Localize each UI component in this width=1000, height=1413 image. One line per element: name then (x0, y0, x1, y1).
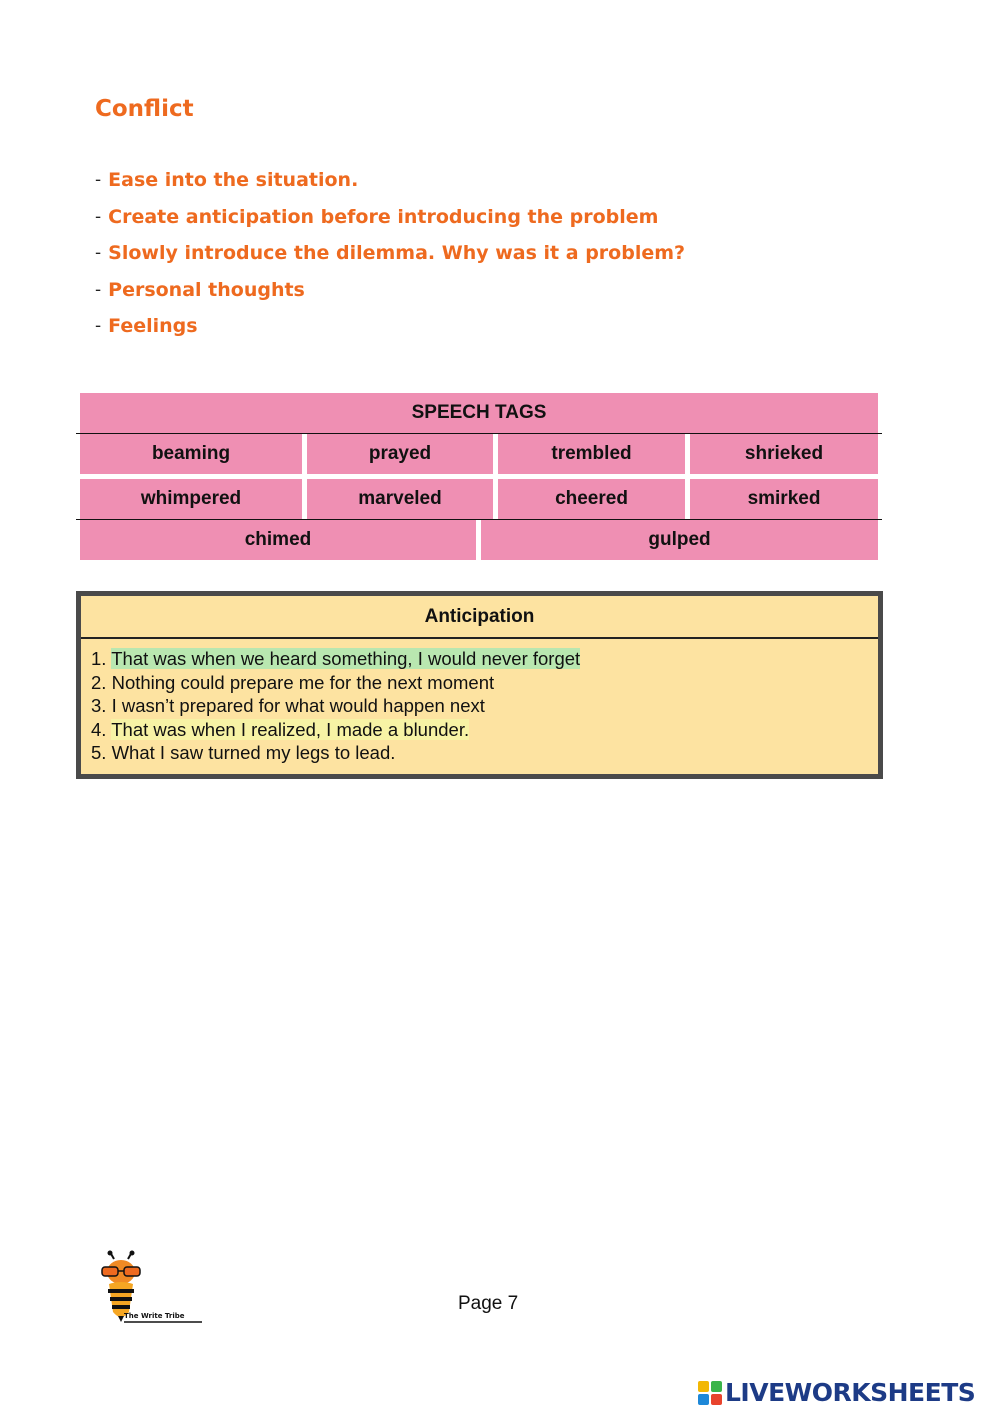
dash-bullet: - (95, 206, 102, 227)
speech-tags-table (76, 393, 882, 560)
page-number: Page 7 (458, 1293, 519, 1314)
dash-bullet: - (95, 316, 102, 337)
table-row (80, 479, 878, 519)
list-item: - Create anticipation before introducing the problem (95, 205, 659, 228)
dash-bullet: - (95, 279, 102, 300)
list-item: 3. I wasn’t prepared for what would happen next (91, 695, 485, 716)
table-cell: smirked (690, 479, 878, 519)
liveworksheets-brand (698, 1378, 975, 1407)
bee-logo-icon (96, 1250, 208, 1326)
table-cell: marveled (307, 479, 493, 519)
table-cell: gulped (481, 520, 878, 560)
highlighted-text: That was when I realized, I made a blunder. (111, 718, 470, 740)
list-item: 2. Nothing could prepare me for the next moment (91, 671, 495, 693)
conflict-tips-list (95, 162, 685, 345)
list-item: - Feelings (95, 315, 198, 338)
dash-bullet: - (95, 170, 102, 191)
anticipation-title: Anticipation (81, 596, 878, 639)
table-cell: beaming (80, 434, 302, 474)
brand-block-l (698, 1381, 709, 1392)
table-row (80, 434, 878, 474)
table-cell: whimpered (80, 479, 302, 519)
speech-tags-title: SPEECH TAGS (80, 393, 878, 433)
section-heading: Conflict (95, 96, 194, 122)
anticipation-list (81, 639, 878, 765)
table-cell: shrieked (690, 434, 878, 474)
table-cell: trembled (498, 434, 685, 474)
brand-block-i (711, 1381, 722, 1392)
anticipation-box (76, 591, 883, 779)
brand-block-v (698, 1394, 709, 1405)
table-cell: cheered (498, 479, 685, 519)
list-item: 5. What I saw turned my legs to lead. (91, 742, 396, 763)
table-row (80, 520, 878, 560)
brand-blocks-icon (698, 1381, 722, 1405)
svg-text:The Write Tribe: The Write Tribe (124, 1312, 185, 1320)
dash-bullet: - (95, 243, 102, 264)
table-cell: prayed (307, 434, 493, 474)
list-item: 1. That was when we heard something, I would never forget (91, 648, 581, 669)
list-item: - Slowly introduce the dilemma. Why was it a problem? (95, 242, 686, 265)
bee-logo (96, 1250, 208, 1326)
list-item: 4. That was when I realized, I made a blunder. (91, 718, 470, 740)
list-item: - Ease into the situation. (95, 169, 359, 192)
list-item: - Personal thoughts (95, 278, 305, 301)
highlighted-text: That was when we heard something, I would never forget (111, 648, 581, 669)
brand-wordmark: LIVEWORKSHEETS (725, 1378, 976, 1407)
brand-block-e (711, 1394, 722, 1405)
table-cell: chimed (80, 520, 476, 560)
